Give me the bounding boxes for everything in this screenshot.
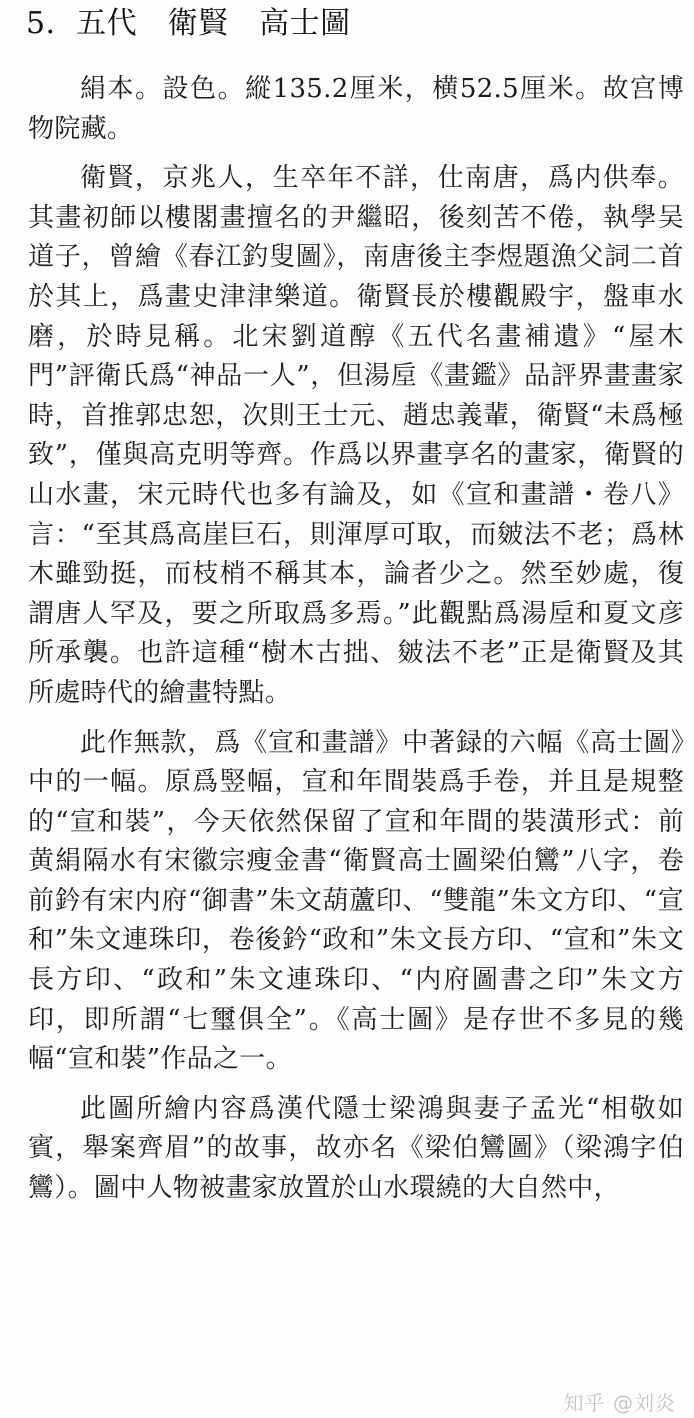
paragraph-subject: 此圖所繪内容爲漢代隱士梁鴻與妻子孟光“相敬如賓，舉案齊眉”的故事，故亦名《梁伯鸞圖》（梁鴻字伯鸞）。圖中人物被畫家放置於山水環繞的大自然中， (28, 1093, 684, 1204)
paragraph-material: 絹本。設色。縱135.2厘米，横52.5厘米。故宫博物院藏。 (28, 74, 684, 144)
paragraph-mounting: 此作無款，爲《宣和畫譜》中著録的六幅《高士圖》中的一幅。原爲竪幅，宣和年間裝爲手卷，并且是規整的“宣和裝”，今天依然保留了宣和年間的裝潢形式：前黄絹隔水有宋徽宗瘦金書“衛賢高士圖梁伯鸞”八字，卷前鈐有宋内府“御書”朱文葫蘆印、“雙龍”朱文方印、“宣和”朱文連珠印，卷後鈐“政和”朱文長方印、“宣和”朱文長方印、“政和”朱文連珠印、“内府圖書之印”朱文方印，即所謂“七璽俱全”。《高士圖》是存世不多見的幾幅“宣和裝”作品之一。 (28, 727, 684, 1075)
section-title: 5．五代 衛賢 高士圖 (26, 6, 351, 41)
paragraph-artist-bio: 衛賢，京兆人，生卒年不詳，仕南唐，爲内供奉。其畫初師以樓閣畫擅名的尹繼昭，後刻苦不倦，執學吴道子，曾繪《春江釣叟圖》，南唐後主李煜題漁父詞二首於其上，爲畫史津津樂道。衛賢長於樓觀殿宇，盤車水磨，於時見稱。北宋劉道醇《五代名畫補遺》“屋木門”評衛氏爲“神品一人”，但湯垕《畫鑑》品評界畫畫家時，首推郭忠恕，次則王士元、趙忠義輩，衛賢“未爲極致”，僅與高克明等齊。作爲以界畫享名的畫家，衛賢的山水畫，宋元時代也多有論及，如《宣和畫譜・卷八》言：“至其爲高崖巨石，則渾厚可取，而皴法不老；爲林木雖勁挺，而枝梢不稱其本，論者少之。然至妙處，復謂唐人罕及，要之所取爲多焉。”此觀點爲湯垕和夏文彦所承襲。也許這種“樹木古拙、皴法不老”正是衛賢及其所處時代的繪畫特點。 (28, 163, 684, 708)
zhihu-watermark: 知乎 @刘炎 (563, 1391, 676, 1415)
body-text (28, 70, 684, 1209)
